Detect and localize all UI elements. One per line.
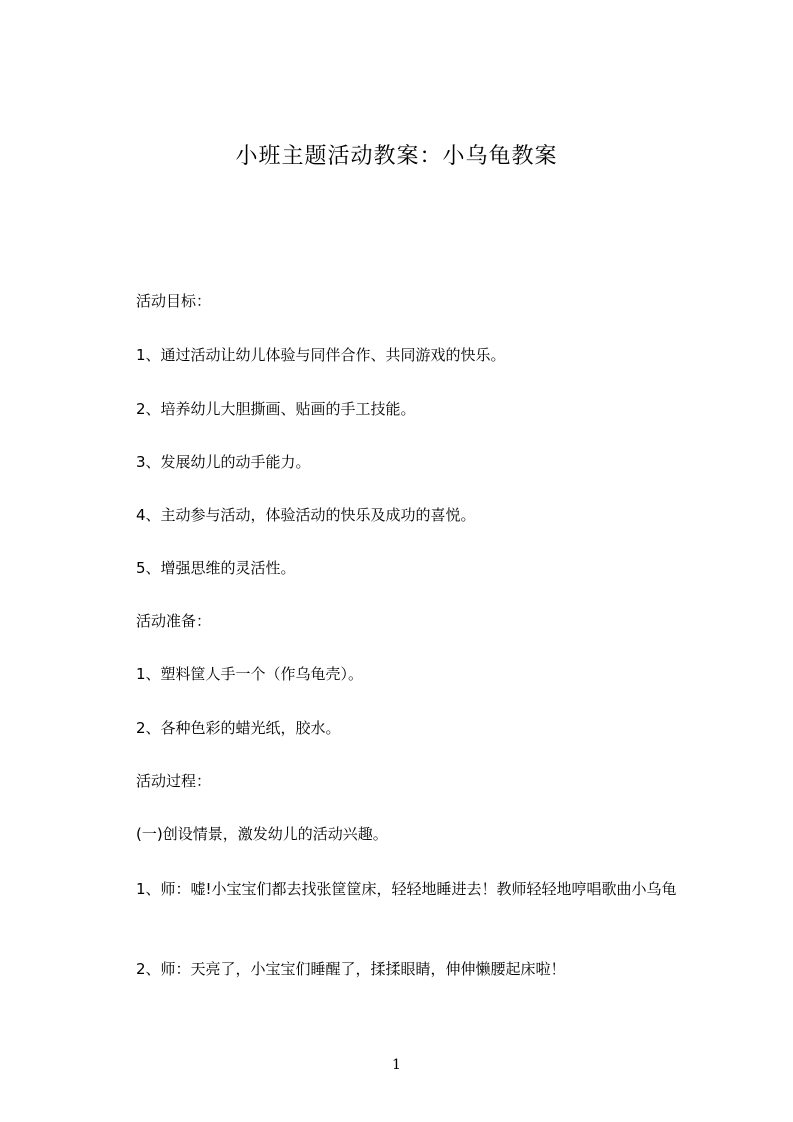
goal-item-2: 2、培养幼儿大胆撕画、贴画的手工技能。 — [136, 400, 416, 418]
page-number: 1 — [392, 1057, 401, 1073]
process-section-heading: (一)创设情景，激发幼儿的活动兴趣。 — [136, 825, 388, 843]
goal-item-1: 1、通过活动让幼儿体验与同伴合作、共同游戏的快乐。 — [136, 346, 506, 364]
goal-item-5: 5、增强思维的灵活性。 — [136, 559, 296, 577]
goal-item-4: 4、主动参与活动，体验活动的快乐及成功的喜悦。 — [136, 506, 476, 524]
prep-heading: 活动准备： — [136, 612, 212, 630]
goals-heading: 活动目标： — [136, 292, 212, 310]
document-title: 小班主题活动教案：小乌龟教案 — [235, 144, 558, 169]
process-heading: 活动过程： — [136, 772, 212, 790]
process-item-1: 1、师：嘘!小宝宝们都去找张筐筐床，轻轻地睡进去！教师轻轻地哼唱歌曲小乌龟 — [136, 880, 677, 898]
prep-item-2: 2、各种色彩的蜡光纸，胶水。 — [136, 719, 341, 737]
goal-item-3: 3、发展幼儿的动手能力。 — [136, 453, 311, 471]
process-item-2: 2、师：天亮了，小宝宝们睡醒了，揉揉眼睛，伸伸懒腰起床啦！ — [136, 960, 566, 978]
prep-item-1: 1、塑料筐人手一个（作乌龟壳）。 — [136, 665, 364, 683]
